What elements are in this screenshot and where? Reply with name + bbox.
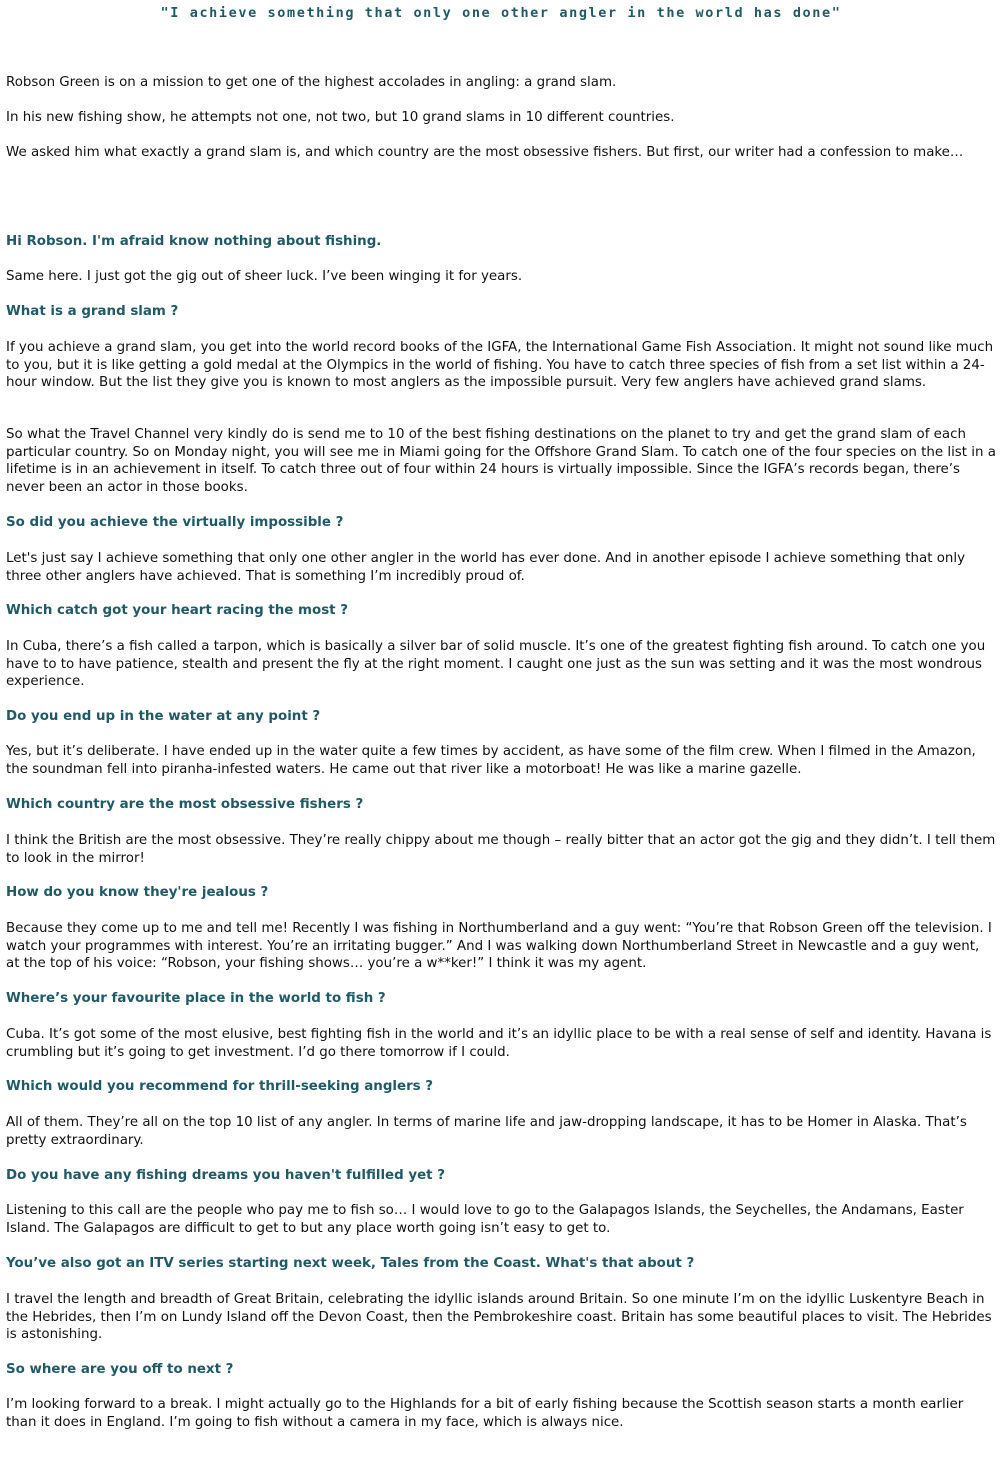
intro-paragraph: Robson Green is on a mission to get one of the highest accolades in angling: a grand slam. [6, 75, 617, 90]
answer: Cuba. It’s got some of the most elusive, best fighting fish in the world and it’s an idyllic place to be with a real sense of self and identity. Havana is crumbling but it’s going to get investment. I’d go there tomorrow if I could. [6, 1027, 992, 1060]
intro-paragraph: We asked him what exactly a grand slam is, and which country are the most obsessive fishers. But first, our writer had a confession to make… [6, 145, 964, 160]
answer: So what the Travel Channel very kindly do is send me to 10 of the best fishing destinations on the planet to try and get the grand slam of each particular country. So on Monday night, you will see me in Miami going for the Offshore Grand Slam. To catch one of the four species on the list in a lifetime is in an achievement in itself. To catch three out of four within 24 hours is virtually impossible. Since the IGFA’s records began, there’s never been an actor in those books. [6, 427, 996, 495]
question: Hi Robson. I'm afraid know nothing about fishing. [6, 234, 382, 249]
question: Which country are the most obsessive fishers ? [6, 797, 364, 812]
question: Do you have any fishing dreams you haven't fulfilled yet ? [6, 1168, 446, 1183]
question: You’ve also got an ITV series starting next week, Tales from the Coast. What's that about ? [6, 1256, 695, 1271]
question: Which would you recommend for thrill-seeking anglers ? [6, 1079, 434, 1094]
answer: If you achieve a grand slam, you get into the world record books of the IGFA, the International Game Fish Association. It might not sound like much to you, but it is like getting a gold medal at the Olympics in the world of fishing. You have to catch three species of fish from a set list within a 24-hour window. But the list they give you is known to most anglers as the impossible pursuit. Very few anglers have achieved grand slams. [6, 340, 994, 390]
question: So did you achieve the virtually impossible ? [6, 515, 344, 530]
article-headline: "I achieve something that only one other angler in the world has done" [160, 5, 842, 21]
intro-paragraph: In his new fishing show, he attempts not one, not two, but 10 grand slams in 10 different countries. [6, 110, 675, 125]
answer: Yes, but it’s deliberate. I have ended up in the water quite a few times by accident, as have some of the film crew. When I filmed in the Amazon, the soundman fell into piranha-infested waters. He came out that river like a motorboat! He was like a marine gazelle. [6, 744, 976, 777]
question: How do you know they're jealous ? [6, 885, 269, 900]
answer: In Cuba, there’s a fish called a tarpon, which is basically a silver bar of solid muscle. It’s one of the greatest fighting fish around. To catch one you have to to have patience, stealth and present the fly at the right moment. I caught one just as the sun was setting and it was the most wondrous experience. [6, 639, 986, 689]
answer: I travel the length and breadth of Great Britain, celebrating the idyllic islands around Britain. So one minute I’m on the idyllic Luskentyre Beach in the Hebrides, then I’m on Lundy Island off the Devon Coast, then the Pembrokeshire coast. Britain has some beautiful places to visit. The Hebrides is astonishing. [6, 1292, 992, 1342]
answer: Same here. I just got the gig out of sheer luck. I’ve been winging it for years. [6, 269, 523, 284]
question: So where are you off to next ? [6, 1362, 234, 1377]
answer: Let's just say I achieve something that only one other angler in the world has ever done. And in another episode I achieve something that only three other anglers have achieved. That is something I’m incredibly proud of. [6, 551, 966, 584]
question: Which catch got your heart racing the most ? [6, 603, 349, 618]
question: Where’s your favourite place in the world to fish ? [6, 991, 386, 1006]
answer: I’m looking forward to a break. I might actually go to the Highlands for a bit of early fishing because the Scottish season starts a month earlier than it does in England. I’m going to fish without a camera in my face, which is always nice. [6, 1397, 964, 1430]
question: What is a grand slam ? [6, 304, 179, 319]
answer: I think the British are the most obsessive. They’re really chippy about me though – really bitter that an actor got the gig and they didn’t. I tell them to look in the mirror! [6, 833, 996, 866]
answer: All of them. They’re all on the top 10 list of any angler. In terms of marine life and jaw-dropping landscape, it has to be Homer in Alaska. That’s pretty extraordinary. [6, 1115, 967, 1148]
question: Do you end up in the water at any point ? [6, 709, 321, 724]
answer: Because they come up to me and tell me! Recently I was fishing in Northumberland and a guy went: “You’re that Robson Green off the television. I watch your programmes with interest. You’re an irritating bugger.” And I was walking down Northumberland Street in Newcastle and a guy went, at the top of his voice: “Robson, your fishing shows… you’re a w**ker!” I think it was my agent. [6, 921, 992, 971]
answer: Listening to this call are the people who pay me to fish so… I would love to go to the Galapagos Islands, the Seychelles, the Andamans, Easter Island. The Galapagos are difficult to get to but any place worth going isn’t easy to get to. [6, 1203, 964, 1236]
article [6, 0, 996, 1430]
